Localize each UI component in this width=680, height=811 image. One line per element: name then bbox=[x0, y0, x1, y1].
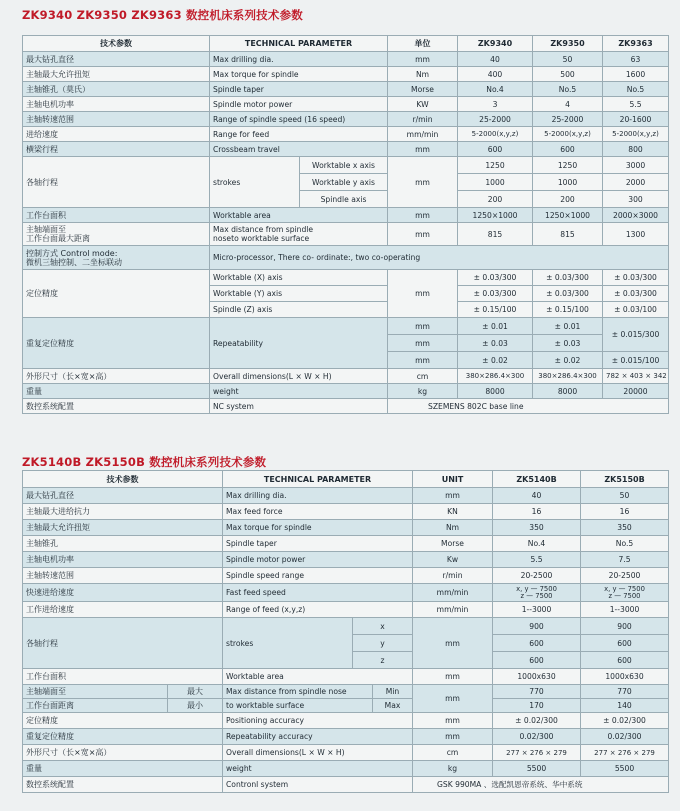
row-value: ± 0.03/300 bbox=[458, 270, 533, 286]
row-label-zh: 最大钻孔直径 bbox=[23, 488, 223, 504]
row-value: 170 bbox=[493, 699, 581, 713]
row-unit: mm bbox=[388, 142, 458, 157]
row-unit: mm bbox=[388, 223, 458, 246]
row-value: ± 0.03/300 bbox=[603, 286, 669, 302]
header-param-en: TECHNICAL PARAMETER bbox=[210, 36, 388, 52]
row-label-en: Max torque for spindle bbox=[210, 67, 388, 82]
distance-min-zh: 最小 bbox=[168, 699, 223, 713]
row-unit: mm bbox=[388, 52, 458, 67]
row-label-en: weight bbox=[223, 761, 413, 777]
row-value: 400 bbox=[458, 67, 533, 82]
row-label-zh: 主轴锥孔 bbox=[23, 536, 223, 552]
row-value: 1000 bbox=[458, 174, 533, 191]
row-label-zh: 外形尺寸（长×宽×高） bbox=[23, 745, 223, 761]
row-unit: KN bbox=[413, 504, 493, 520]
row-value: 380×286.4×300 bbox=[533, 369, 603, 384]
row-label-en: Spindle motor power bbox=[210, 97, 388, 112]
control-mode-label-zh: 微机三轴控制、二坐标联动 bbox=[26, 257, 122, 267]
row-value: 1000x630 bbox=[493, 669, 581, 685]
stroke-axis: Spindle axis bbox=[300, 191, 388, 208]
row-label-en: Spindle speed range bbox=[223, 568, 413, 584]
row-label-en: Max drilling dia. bbox=[210, 52, 388, 67]
row-value: 277 × 276 × 279 bbox=[581, 745, 669, 761]
fast-feed-xy: x, y — 7500 bbox=[604, 584, 645, 593]
row-unit: KW bbox=[388, 97, 458, 112]
row-label-zh: 主轴锥孔（莫氏） bbox=[23, 82, 210, 97]
row-unit: mm/min bbox=[388, 127, 458, 142]
row-value: No.5 bbox=[533, 82, 603, 97]
row-label-zh: 最大钻孔直径 bbox=[23, 52, 210, 67]
row-value: ± 0.03/300 bbox=[458, 286, 533, 302]
row-value: 600 bbox=[533, 142, 603, 157]
row-value: No.5 bbox=[603, 82, 669, 97]
row-value: 1250 bbox=[533, 157, 603, 174]
positioning-label: 定位精度 bbox=[23, 270, 210, 318]
row-value: No.4 bbox=[458, 82, 533, 97]
distance-unit: mm bbox=[413, 685, 493, 713]
stroke-axis: x bbox=[353, 618, 413, 635]
row-label-en: Crossbeam travel bbox=[210, 142, 388, 157]
row-value: ± 0.03/300 bbox=[603, 270, 669, 286]
area-label-en: Worktable area bbox=[223, 669, 413, 685]
row-value: 20-2500 bbox=[581, 568, 669, 584]
row-value: 815 bbox=[533, 223, 603, 246]
row-unit: r/min bbox=[388, 112, 458, 127]
row-value: 770 bbox=[581, 685, 669, 699]
fast-feed-xy: x, y — 7500 bbox=[516, 584, 557, 593]
row-label-zh: 横梁行程 bbox=[23, 142, 210, 157]
repeatability-label-zh: 重复定位精度 bbox=[23, 318, 210, 369]
row-label-zh: 重复定位精度 bbox=[23, 729, 223, 745]
header-model-1: ZK9340 bbox=[458, 36, 533, 52]
row-value: 40 bbox=[458, 52, 533, 67]
spec-table-zk51 bbox=[22, 470, 669, 793]
header-model-2: ZK9350 bbox=[533, 36, 603, 52]
area-label-zh: 工作台面积 bbox=[23, 669, 223, 685]
strokes-label-en: strokes bbox=[223, 618, 353, 669]
row-value: 0.02/300 bbox=[581, 729, 669, 745]
row-value: 8000 bbox=[458, 384, 533, 399]
row-label-en: Spindle taper bbox=[223, 536, 413, 552]
row-label-en: Max torque for spindle bbox=[223, 520, 413, 536]
fast-feed-label-zh: 快速进给速度 bbox=[23, 584, 223, 602]
row-value: 3 bbox=[458, 97, 533, 112]
strokes-unit: mm bbox=[388, 157, 458, 208]
row-unit: mm bbox=[413, 488, 493, 504]
row-value: 25-2000 bbox=[458, 112, 533, 127]
row-label-zh: 主轴端面至 工作台面最大距离 bbox=[23, 223, 210, 246]
strokes-label-zh: 各轴行程 bbox=[23, 157, 210, 208]
control-value: GSK 990MA 、选配凯恩帝系统、华中系统 bbox=[413, 777, 669, 793]
row-value: 20-1600 bbox=[603, 112, 669, 127]
row-value: 600 bbox=[581, 652, 669, 669]
header-model-2: ZK5150B bbox=[581, 471, 669, 488]
feed-range-unit: mm/min bbox=[413, 602, 493, 618]
row-value: 5-2000(x,y,z) bbox=[458, 127, 533, 142]
row-value: No.4 bbox=[493, 536, 581, 552]
row-value: ± 0.03/300 bbox=[533, 270, 603, 286]
row-value: 1250 bbox=[458, 157, 533, 174]
row-value: 16 bbox=[581, 504, 669, 520]
positioning-axis: Worktable (Y) axis bbox=[210, 286, 388, 302]
row-value: 140 bbox=[581, 699, 669, 713]
row-value: 2000×3000 bbox=[603, 208, 669, 223]
row-label-zh: 主轴电机功率 bbox=[23, 552, 223, 568]
row-label-en: Overall dimensions(L × W × H) bbox=[223, 745, 413, 761]
row-value: 1--3000 bbox=[581, 602, 669, 618]
row-value: 3000 bbox=[603, 157, 669, 174]
row-value: ± 0.15/100 bbox=[533, 302, 603, 318]
spec-table-zk93 bbox=[22, 35, 669, 414]
row-label-en: Range of spindle speed (16 speed) bbox=[210, 112, 388, 127]
row-unit: mm bbox=[413, 713, 493, 729]
header-param-zh: 技术参数 bbox=[23, 471, 223, 488]
positioning-axis: Worktable (X) axis bbox=[210, 270, 388, 286]
row-value: 900 bbox=[581, 618, 669, 635]
positioning-axis: Spindle (Z) axis bbox=[210, 302, 388, 318]
distance-label-zh: 主轴端面至 bbox=[23, 685, 168, 699]
row-label-zh: 重量 bbox=[23, 384, 210, 399]
row-value: 800 bbox=[603, 142, 669, 157]
fast-feed-unit: mm/min bbox=[413, 584, 493, 602]
row-value: ± 0.02 bbox=[458, 352, 533, 369]
row-value: 50 bbox=[581, 488, 669, 504]
row-value: 63 bbox=[603, 52, 669, 67]
repeatability-label-en: Repeatability bbox=[210, 318, 388, 369]
row-value: ± 0.01 bbox=[458, 318, 533, 335]
distance-label-en: to worktable surface bbox=[223, 699, 373, 713]
control-label-zh: 数控系统配置 bbox=[23, 777, 223, 793]
stroke-axis: y bbox=[353, 635, 413, 652]
row-value: 350 bbox=[493, 520, 581, 536]
row-value: 1000 bbox=[533, 174, 603, 191]
distance-label-en: Max distance from spindle nose bbox=[223, 685, 373, 699]
row-label-en: weight bbox=[210, 384, 388, 399]
row-label-zh: 主轴电机功率 bbox=[23, 97, 210, 112]
distance-max-label: Max bbox=[373, 699, 413, 713]
row-unit: kg bbox=[388, 384, 458, 399]
row-unit: kg bbox=[413, 761, 493, 777]
nc-value: SZEMENS 802C base line bbox=[388, 399, 669, 414]
row-value: 782 × 403 × 342 bbox=[603, 369, 669, 384]
fast-feed-z: z — 7500 bbox=[608, 591, 641, 600]
row-value: 8000 bbox=[533, 384, 603, 399]
fast-feed-z: z — 7500 bbox=[520, 591, 553, 600]
row-unit: Kw bbox=[413, 552, 493, 568]
row-unit: cm bbox=[388, 369, 458, 384]
header-model-1: ZK5140B bbox=[493, 471, 581, 488]
row-value: ± 0.03 bbox=[458, 335, 533, 352]
row-value: No.5 bbox=[581, 536, 669, 552]
row-value: 5.5 bbox=[603, 97, 669, 112]
row-value: 1000x630 bbox=[581, 669, 669, 685]
row-value: 40 bbox=[493, 488, 581, 504]
row-value: ± 0.03 bbox=[533, 335, 603, 352]
row-label-en: Max feed force bbox=[223, 504, 413, 520]
header-model-3: ZK9363 bbox=[603, 36, 669, 52]
row-value: 1250×1000 bbox=[533, 208, 603, 223]
row-label-en: Positioning accuracy bbox=[223, 713, 413, 729]
row-value: 600 bbox=[581, 635, 669, 652]
row-value: ± 0.01 bbox=[533, 318, 603, 335]
row-label-en: Spindle taper bbox=[210, 82, 388, 97]
row-value: 1250×1000 bbox=[458, 208, 533, 223]
row-value: 600 bbox=[458, 142, 533, 157]
row-value: 5-2000(x,y,z) bbox=[533, 127, 603, 142]
row-value: 25-2000 bbox=[533, 112, 603, 127]
header-param-zh: 技术参数 bbox=[23, 36, 210, 52]
feed-range-label-en: Range of feed (x,y,z) bbox=[223, 602, 413, 618]
nc-label-en: NC system bbox=[210, 399, 388, 414]
row-value: 2000 bbox=[603, 174, 669, 191]
row-value: 1300 bbox=[603, 223, 669, 246]
row-value: 600 bbox=[493, 635, 581, 652]
row-value: 20000 bbox=[603, 384, 669, 399]
feed-range-label-zh: 工作进给速度 bbox=[23, 602, 223, 618]
header-unit: 单位 bbox=[388, 36, 458, 52]
distance-min-label: Min bbox=[373, 685, 413, 699]
row-label-zh: 主轴转速范围 bbox=[23, 568, 223, 584]
table-b-title: ZK5140B ZK5150B 数控机床系列技术参数 bbox=[22, 455, 267, 469]
stroke-axis: Worktable x axis bbox=[300, 157, 388, 174]
repeatability-unit: mm bbox=[388, 335, 458, 352]
row-value: ± 0.15/100 bbox=[458, 302, 533, 318]
repeatability-unit: mm bbox=[388, 352, 458, 369]
row-value: 7.5 bbox=[581, 552, 669, 568]
row-value: 4 bbox=[533, 97, 603, 112]
row-value: 5-2000(x,y,z) bbox=[603, 127, 669, 142]
row-value: ± 0.02/300 bbox=[581, 713, 669, 729]
row-value: 900 bbox=[493, 618, 581, 635]
row-value: 277 × 276 × 279 bbox=[493, 745, 581, 761]
repeatability-unit: mm bbox=[388, 318, 458, 335]
row-unit: Morse bbox=[388, 82, 458, 97]
control-mode-text: Micro-processor, There co- ordinate:, two co-operating bbox=[210, 246, 669, 270]
table-a-title: ZK9340 ZK9350 ZK9363 数控机床系列技术参数 bbox=[22, 8, 303, 22]
distance-max-zh: 最大 bbox=[168, 685, 223, 699]
header-param-en: TECHNICAL PARAMETER bbox=[223, 471, 413, 488]
row-value: 500 bbox=[533, 67, 603, 82]
row-label-zh: 主轴最大允许扭矩 bbox=[23, 520, 223, 536]
row-unit: Nm bbox=[413, 520, 493, 536]
row-unit: mm bbox=[413, 729, 493, 745]
row-value: 200 bbox=[533, 191, 603, 208]
row-value: 380×286.4×300 bbox=[458, 369, 533, 384]
row-value: 16 bbox=[493, 504, 581, 520]
row-unit: Nm bbox=[388, 67, 458, 82]
row-value: 5.5 bbox=[493, 552, 581, 568]
control-mode-label: 控制方式 Control mode: bbox=[26, 248, 118, 258]
row-label-zh: 主轴转速范围 bbox=[23, 112, 210, 127]
row-value: 5500 bbox=[493, 761, 581, 777]
row-label-en: Max drilling dia. bbox=[223, 488, 413, 504]
row-unit: mm bbox=[388, 208, 458, 223]
row-label-zh: 进给速度 bbox=[23, 127, 210, 142]
row-label-zh: 定位精度 bbox=[23, 713, 223, 729]
row-value: ± 0.03/100 bbox=[603, 302, 669, 318]
distance-label-zh: 工作台面距离 bbox=[23, 699, 168, 713]
strokes-label-zh: 各轴行程 bbox=[23, 618, 223, 669]
row-unit: cm bbox=[413, 745, 493, 761]
row-value: ± 0.02/300 bbox=[493, 713, 581, 729]
row-value: 0.02/300 bbox=[493, 729, 581, 745]
row-label-zh: 主轴最大进给抗力 bbox=[23, 504, 223, 520]
row-label-en: Max distance from spindle noseto worktable surface bbox=[210, 223, 388, 246]
row-value: 5500 bbox=[581, 761, 669, 777]
row-label-en: Repeatability accuracy bbox=[223, 729, 413, 745]
row-value: ± 0.015/300 bbox=[603, 318, 669, 352]
row-value: 50 bbox=[533, 52, 603, 67]
nc-label-zh: 数控系统配置 bbox=[23, 399, 210, 414]
row-unit: Morse bbox=[413, 536, 493, 552]
row-value: 1600 bbox=[603, 67, 669, 82]
row-label-en: Spindle motor power bbox=[223, 552, 413, 568]
row-label-en: Overall dimensions(L × W × H) bbox=[210, 369, 388, 384]
row-label-en: Worktable area bbox=[210, 208, 388, 223]
row-value: 200 bbox=[458, 191, 533, 208]
row-label-zh: 工作台面积 bbox=[23, 208, 210, 223]
strokes-label-en: strokes bbox=[210, 157, 300, 208]
stroke-axis: Worktable y axis bbox=[300, 174, 388, 191]
row-value: 20-2500 bbox=[493, 568, 581, 584]
row-value: 300 bbox=[603, 191, 669, 208]
row-label-zh: 外形尺寸（长×宽×高） bbox=[23, 369, 210, 384]
row-value: ± 0.015/100 bbox=[603, 352, 669, 369]
row-value: 350 bbox=[581, 520, 669, 536]
row-value: ± 0.02 bbox=[533, 352, 603, 369]
row-label-zh: 主轴最大允许扭矩 bbox=[23, 67, 210, 82]
row-unit: r/min bbox=[413, 568, 493, 584]
header-unit: UNIT bbox=[413, 471, 493, 488]
row-value: ± 0.03/300 bbox=[533, 286, 603, 302]
strokes-unit: mm bbox=[413, 618, 493, 669]
row-value: 815 bbox=[458, 223, 533, 246]
positioning-unit: mm bbox=[388, 270, 458, 318]
control-label-en: Contronl system bbox=[223, 777, 413, 793]
row-value: 1--3000 bbox=[493, 602, 581, 618]
fast-feed-label-en: Fast feed speed bbox=[223, 584, 413, 602]
area-unit: mm bbox=[413, 669, 493, 685]
row-value: 770 bbox=[493, 685, 581, 699]
row-value: 600 bbox=[493, 652, 581, 669]
stroke-axis: z bbox=[353, 652, 413, 669]
row-label-zh: 重量 bbox=[23, 761, 223, 777]
row-label-en: Range for feed bbox=[210, 127, 388, 142]
